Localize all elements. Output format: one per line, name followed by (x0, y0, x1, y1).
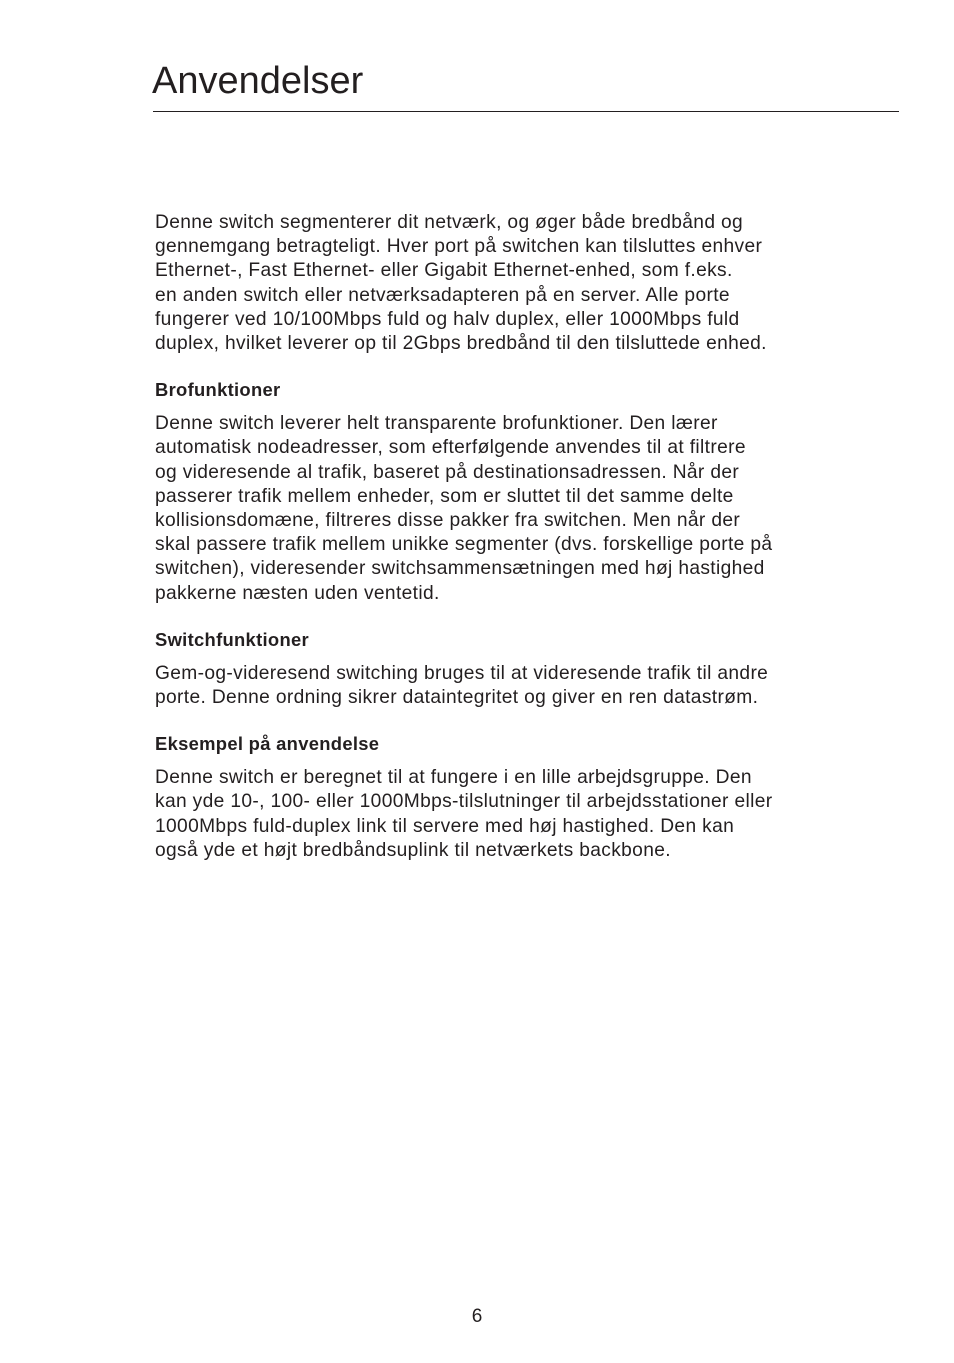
section-paragraph-brofunktioner: Denne switch leverer helt transparente brofunktioner. Den lærer automatisk nodeadresser, som efterfølgende anvendes til at filtrere og videresende al trafik, baseret på destinationsadressen. Når der passerer trafik mellem enheder, som er sluttet til det samme delte kollisionsdomæne, filtreres disse pakker fra switchen. Men når der skal passere trafik mellem unikke segmenter (dvs. forskellige porte på switchen), videresender switchsammensætningen med høj hastighed pakkerne næsten uden ventetid. (155, 413, 773, 604)
intro-paragraph: Denne switch segmenterer dit netværk, og øger både bredbånd og gennemgang betragteligt. Hver port på switchen kan tilsluttes enhver Ethernet-, Fast Ethernet- eller Gigabit Ethernet-enhed, som f.eks. en anden switch eller netværksadapteren på en server. Alle porte fungerer ved 10/100Mbps fuld og halv duplex, eller 1000Mbps fuld duplex, hvilket leverer op til 2Gbps bredbånd til den tilsluttede enhed. (155, 212, 767, 355)
section-heading-brofunktioner: Brofunktioner (155, 379, 281, 401)
section-paragraph-eksempel: Denne switch er beregnet til at fungere i en lille arbejdsgruppe. Den kan yde 10-, 100- eller 1000Mbps-tilslutninger til arbejdsstationer eller 1000Mbps fuld-duplex link til servere med høj hastighed. Den kan også yde et højt bredbåndsuplink til netværkets backbone. (155, 767, 773, 861)
title-divider (153, 111, 899, 112)
page-number: 6 (471, 1306, 483, 1327)
section-heading-switchfunktioner: Switchfunktioner (155, 628, 309, 650)
section-paragraph-switchfunktioner: Gem-og-videresend switching bruges til at videresende trafik til andre porte. Denne ordning sikrer dataintegritet og giver en ren datastrøm. (155, 662, 769, 709)
main-content (155, 211, 885, 863)
page-title: Anvendelser (152, 60, 364, 102)
section-heading-eksempel: Eksempel på anvendelse (155, 733, 380, 755)
